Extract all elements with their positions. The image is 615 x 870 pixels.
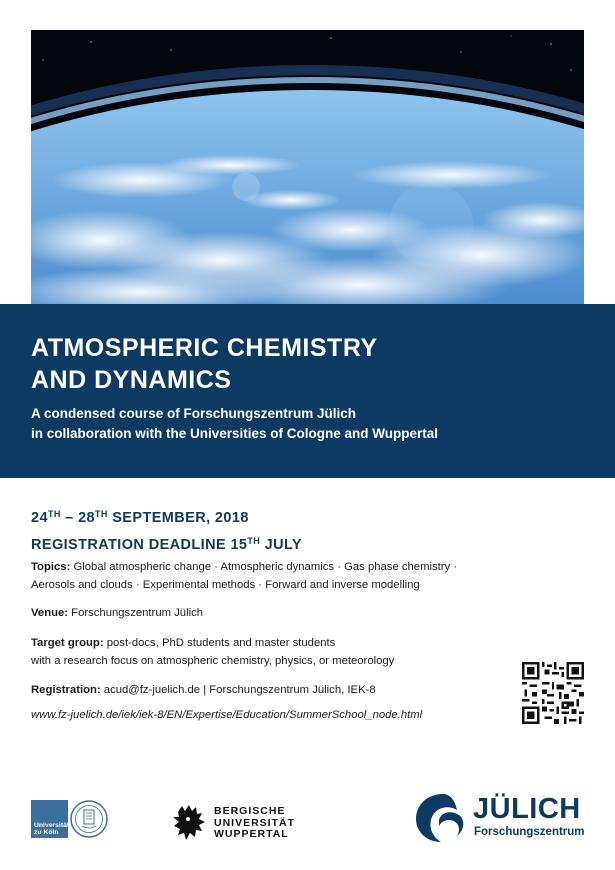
course-subtitle xyxy=(31,404,438,444)
date-start: 24 xyxy=(31,510,48,526)
registration-contact[interactable]: acud@fz-juelich.de | Forschungszentrum Jülich, IEK-8 xyxy=(100,684,376,696)
registration-section xyxy=(31,681,376,699)
university-seal-icon xyxy=(71,801,107,837)
course-url-link[interactable]: www.fz-juelich.de/iek/iek-8/EN/Expertise/Education/SummerSchool_node.html xyxy=(31,709,423,721)
university-cologne-logo xyxy=(31,800,111,843)
subtitle-line-1: A condensed course of Forschungszentrum Jülich xyxy=(31,406,357,421)
wuppertal-line-2: UNIVERSITÄT xyxy=(214,816,296,829)
wuppertal-line-1: BERGISCHE xyxy=(214,805,286,817)
juelich-name: JÜLICH xyxy=(473,793,581,825)
topics-line-1: Global atmospheric change · Atmospheric dynamics · Gas phase chemistry · xyxy=(70,561,458,573)
date-suffix: TH xyxy=(247,536,261,546)
target-group-label: Target group: xyxy=(31,637,104,649)
wuppertal-lion-crest-icon xyxy=(172,804,208,842)
juelich-swirl-logo-icon xyxy=(413,790,469,844)
deadline-month: JULY xyxy=(260,537,302,553)
wuppertal-name xyxy=(214,806,295,841)
date-month-year: SEPTEMBER, 2018 xyxy=(107,510,249,526)
koeln-name-line-2: zu Köln xyxy=(34,829,59,836)
target-group-line-2: with a research focus on atmospheric chemistry, physics, or meteorology xyxy=(31,655,395,667)
course-title xyxy=(31,332,378,396)
topics-section xyxy=(31,558,457,594)
juelich-logo xyxy=(413,790,585,849)
venue-value: Forschungszentrum Jülich xyxy=(68,607,204,619)
dates-block xyxy=(31,503,302,557)
date-end: – 28 xyxy=(60,510,95,526)
registration-deadline xyxy=(31,530,302,557)
university-wuppertal-logo xyxy=(172,804,296,847)
subtitle-line-2: in collaboration with the Universities of Cologne and Wuppertal xyxy=(31,426,439,441)
earth-atmosphere-photo xyxy=(31,30,584,304)
topics-label: Topics: xyxy=(31,561,71,573)
juelich-subtitle: Forschungszentrum xyxy=(474,826,585,838)
date-suffix: TH xyxy=(47,509,61,519)
hero-earth-image xyxy=(31,30,584,304)
title-line-2: AND DYNAMICS xyxy=(31,366,232,394)
venue-label: Venue: xyxy=(31,607,69,619)
date-suffix: TH xyxy=(95,509,108,519)
venue-section xyxy=(31,604,203,622)
title-banner xyxy=(0,304,615,478)
registration-label: Registration: xyxy=(31,684,101,696)
course-dates xyxy=(31,503,302,530)
koeln-name-line-1: Universität xyxy=(34,822,70,829)
target-group-line-1: post-docs, PhD students and master students xyxy=(103,637,336,649)
topics-line-2: Aerosols and clouds · Experimental methods · Forward and inverse modelling xyxy=(31,579,420,591)
wuppertal-line-3: WUPPERTAL xyxy=(214,828,289,840)
qr-code-icon xyxy=(522,662,584,724)
title-line-1: ATMOSPHERIC CHEMISTRY xyxy=(31,334,378,362)
deadline-text: REGISTRATION DEADLINE 15 xyxy=(31,537,248,553)
target-group-section xyxy=(31,634,394,670)
